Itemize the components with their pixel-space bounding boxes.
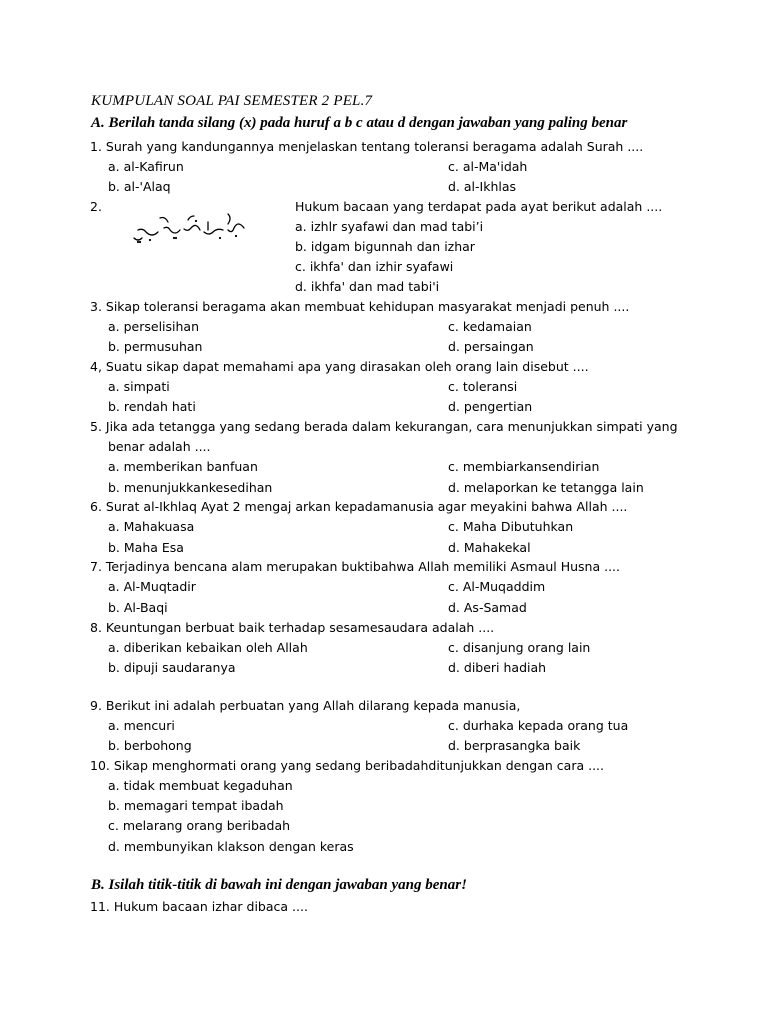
option-1a: a. al-Kafirun [108,159,184,174]
question-8: 8. Keuntungan berbuat baik terhadap sesamesaudara adalah .... [90,620,495,635]
option-9c: c. durhaka kepada orang tua [448,718,629,733]
option-10a: a. tidak membuat kegaduhan [108,778,293,793]
question-9: 9. Berikut ini adalah perbuatan yang Allah dilarang kepada manusia, [90,698,521,713]
question-2: Hukum bacaan yang terdapat pada ayat berikut adalah .... [295,199,663,214]
option-8d: d. diberi hadiah [448,660,547,675]
option-6b: b. Maha Esa [108,540,184,555]
section-b-instruction: B. Isilah titik-titik di bawah ini dengan jawaban yang benar! [91,877,467,893]
option-7c: c. Al-Muqaddim [448,579,546,594]
question-2-number: 2. [90,199,102,214]
option-9b: b. berbohong [108,738,192,753]
option-4c: c. toleransi [448,379,518,394]
option-10c: c. melarang orang beribadah [108,818,291,833]
option-8a: a. diberikan kebaikan oleh Allah [108,640,308,655]
option-7a: a. Al-Muqtadir [108,579,196,594]
option-1d: d. al-Ikhlas [448,179,517,194]
option-7d: d. As-Samad [448,600,527,615]
page-title: KUMPULAN SOAL PAI SEMESTER 2 PEL.7 [91,93,373,109]
option-5d: d. melaporkan ke tetangga lain [448,480,644,495]
question-11: 11. Hukum bacaan izhar dibaca .... [90,899,308,914]
option-6a: a. Mahakuasa [108,519,195,534]
option-9a: a. mencuri [108,718,175,733]
option-1c: c. al-Ma'idah [448,159,528,174]
question-4: 4, Suatu sikap dapat memahami apa yang dirasakan oleh orang lain disebut .... [90,359,589,374]
option-2c: c. ikhfa' dan izhir syafawi [295,259,454,274]
question-5: 5. Jika ada tetangga yang sedang berada dalam kekurangan, cara menunjukkan simpati yang [90,419,678,434]
question-6: 6. Surat al-Ikhlaq Ayat 2 mengaj arkan kepadamanusia agar meyakini bahwa Allah .... [90,499,628,514]
option-3b: b. permusuhan [108,339,203,354]
question-5-continued: benar adalah .... [108,439,211,454]
option-5b: b. menunjukkankesedihan [108,480,273,495]
question-3: 3. Sikap toleransi beragama akan membuat kehidupan masyarakat menjadi penuh .... [90,299,630,314]
quran-verse-image [130,212,248,244]
option-5c: c. membiarkansendirian [448,459,600,474]
option-4d: d. pengertian [448,399,533,414]
option-10b: b. memagari tempat ibadah [108,798,284,813]
option-4a: a. simpati [108,379,170,394]
option-8c: c. disanjung orang lain [448,640,591,655]
option-4b: b. rendah hati [108,399,196,414]
option-1b: b. al-'Alaq [108,179,171,194]
question-1: 1. Surah yang kandungannya menjelaskan tentang toleransi beragama adalah Surah .... [90,139,644,154]
option-8b: b. dipuji saudaranya [108,660,236,675]
section-a-instruction: A. Berilah tanda silang (x) pada huruf a b c atau d dengan jawaban yang paling benar [91,115,628,131]
option-7b: b. Al-Baqi [108,600,168,615]
option-2a: a. izhlr syafawi dan mad tabi’i [295,219,484,234]
option-10d: d. membunyikan klakson dengan keras [108,839,354,854]
option-6c: c. Maha Dibutuhkan [448,519,574,534]
question-10: 10. Sikap menghormati orang yang sedang beribadahditunjukkan dengan cara .... [90,758,604,773]
option-3a: a. perselisihan [108,319,200,334]
option-3c: c. kedamaian [448,319,532,334]
option-5a: a. memberikan banfuan [108,459,258,474]
option-3d: d. persaingan [448,339,534,354]
option-6d: d. Mahakekal [448,540,531,555]
option-2b: b. idgam bigunnah dan izhar [295,239,475,254]
option-2d: d. ikhfa' dan mad tabi'i [295,279,440,294]
option-9d: d. berprasangka baik [448,738,581,753]
question-7: 7. Terjadinya bencana alam merupakan buktibahwa Allah memiliki Asmaul Husna .... [90,559,621,574]
